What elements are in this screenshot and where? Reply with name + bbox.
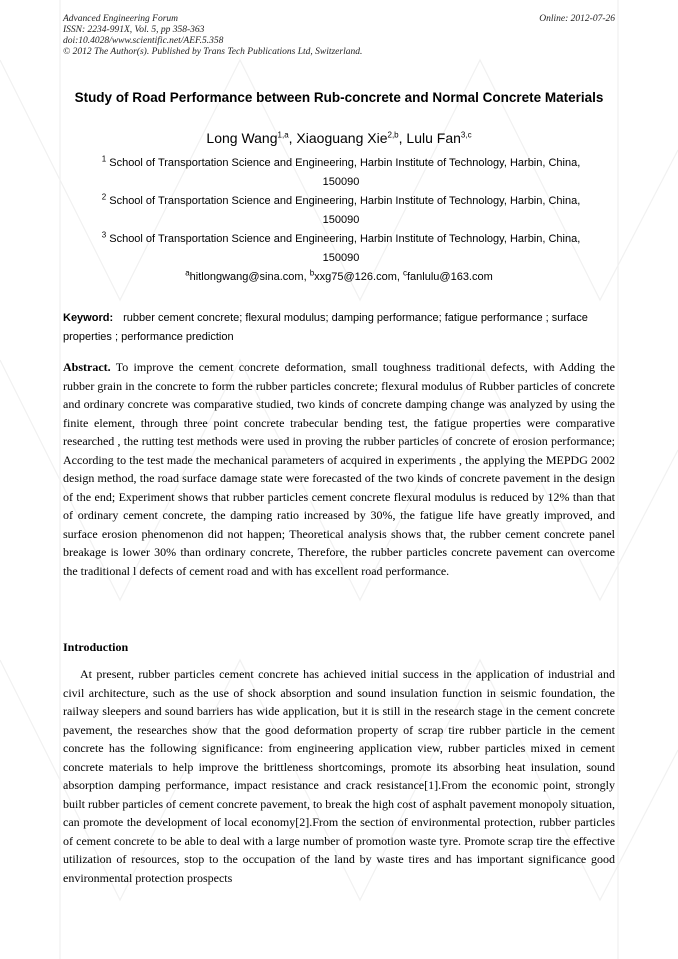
- abstract-text: To improve the cement concrete deformation, small toughness traditional defects, with Adding the rubber grain in the concrete to form the rubber particles concrete; flexural modulus of Rubber particles of concrete and ordinary concrete was comparative studied, two kinds of concrete damping change was analyzed by using the finite element, through three point concrete trabecular bending test, the fatigue properties were comparative researched , the rutting test methods were used in proving the rubber particles of concrete of erosion performance; According to the test made the mechanical parameters of acquired in experiments , the applying the MEPDG 2002 design method, the road surface damage state were forecasted of the two kinds of concrete pavement in the design of the end; Experiment shows that rubber particles cement concrete flexural modulus is reduced by 12% than that of ordinary cement concrete, the damping ratio increased by 30%, the fatigue life have greatly improved, and surface erosion phenomenon did not happen; Theoretical analysis shows that, the rubber cement concrete panel breakage is lower 30% than ordinary concrete, Therefore, the rubber particles concrete pavement can overcome the traditional l defects of cement road and with has excellent road performance.: [63, 360, 615, 578]
- affiliation-text: School of Transportation Science and Engineering, Harbin Institute of Technology, Harbin, China, 150090: [109, 157, 581, 188]
- journal-name: Advanced Engineering Forum: [63, 14, 179, 24]
- affiliation-3: [85, 230, 597, 268]
- affiliation-2: [85, 192, 597, 230]
- author-list: Long Wang$^{1,a}$, Xiaoguang Xie$^{2,b}$, Lulu Fan$^{3,c}$: [206, 130, 472, 146]
- author-name: Xiaoguang Xie: [296, 130, 388, 146]
- email-link[interactable]: fanlulu@163.com: [407, 271, 493, 283]
- keyword-text: rubber cement concrete; flexural modulus; damping performance; fatigue performance ; surface properties ; performance prediction: [63, 312, 588, 343]
- introduction-heading: Introduction: [63, 640, 129, 654]
- author-name: Lulu Fan: [406, 130, 461, 146]
- abstract-label: Abstract.: [63, 360, 111, 374]
- doi-line: doi:10.4028/www.scientific.net/AEF.5.358: [63, 36, 224, 46]
- affiliation-text: School of Transportation Science and Engineering, Harbin Institute of Technology, Harbin, China, 150090: [109, 195, 581, 226]
- author-name: Long Wang: [206, 130, 278, 146]
- affiliation-number: 3: [101, 230, 107, 240]
- keywords-section: [63, 309, 615, 347]
- paper-title: Study of Road Performance between Rub-concrete and Normal Concrete Materials: [74, 90, 604, 105]
- email-link[interactable]: hitlongwang@sina.com: [189, 271, 304, 283]
- abstract-section: [63, 358, 615, 580]
- affiliation-text: School of Transportation Science and Engineering, Harbin Institute of Technology, Harbin, China, 150090: [109, 233, 581, 264]
- author-superscript: 2,b: [387, 130, 399, 140]
- keyword-label: Keyword:: [63, 312, 114, 324]
- affiliation-number: 1: [101, 154, 107, 164]
- issn-line: ISSN: 2234-991X, Vol. 5, pp 358-363: [63, 25, 205, 35]
- author-superscript: 1,a: [277, 130, 289, 140]
- author-superscript: 3,c: [460, 130, 472, 140]
- journal-header: [63, 14, 362, 58]
- introduction-paragraph: At present, rubber particles cement concrete has achieved initial success in the application of industrial and civil architecture, such as the use of shock absorption and sound insulation function in seismic foundation, the railway sleepers and sound barriers has wide application, but it is still in the research stage in the cement concrete pavement, the researches show that the good deformation property of scrap tire rubber particle in the cement concrete has the following significance: from engineering application view, rubber particles mixed in cement concrete materials to help improve the brittleness shortcomings, promote its absorbing heat insulation, sound absorption damping performance, impact resistance and crack resistance[1].From the economic point, strongly built rubber particles of cement concrete pavement, to break the high cost of asphalt pavement monopoly situation, can promote the development of local economy[2].From the section of environmental protection, rubber particles of cement concrete to be able to deal with a large number of promotion waste tyre. Promote scrap tire the effective utilization of resources, stop to the occupation of the land by waste tires and has important significance good environmental protection prospects: [63, 667, 615, 885]
- affiliation-1: [85, 154, 597, 192]
- email-superscript: c: [403, 268, 407, 278]
- copyright-line: © 2012 The Author(s). Published by Trans Tech Publications Ltd, Switzerland.: [63, 47, 363, 57]
- email-link[interactable]: xxg75@126.com: [314, 271, 397, 283]
- online-date: Online: 2012-07-26: [539, 14, 615, 24]
- affiliation-number: 2: [101, 192, 107, 202]
- email-superscript: b: [309, 268, 315, 278]
- author-emails: $^a$hitlongwang@sina.com, $^b$xxg75@126.com, $^c$fanlulu@163.com: [185, 268, 493, 283]
- email-superscript: a: [185, 268, 190, 278]
